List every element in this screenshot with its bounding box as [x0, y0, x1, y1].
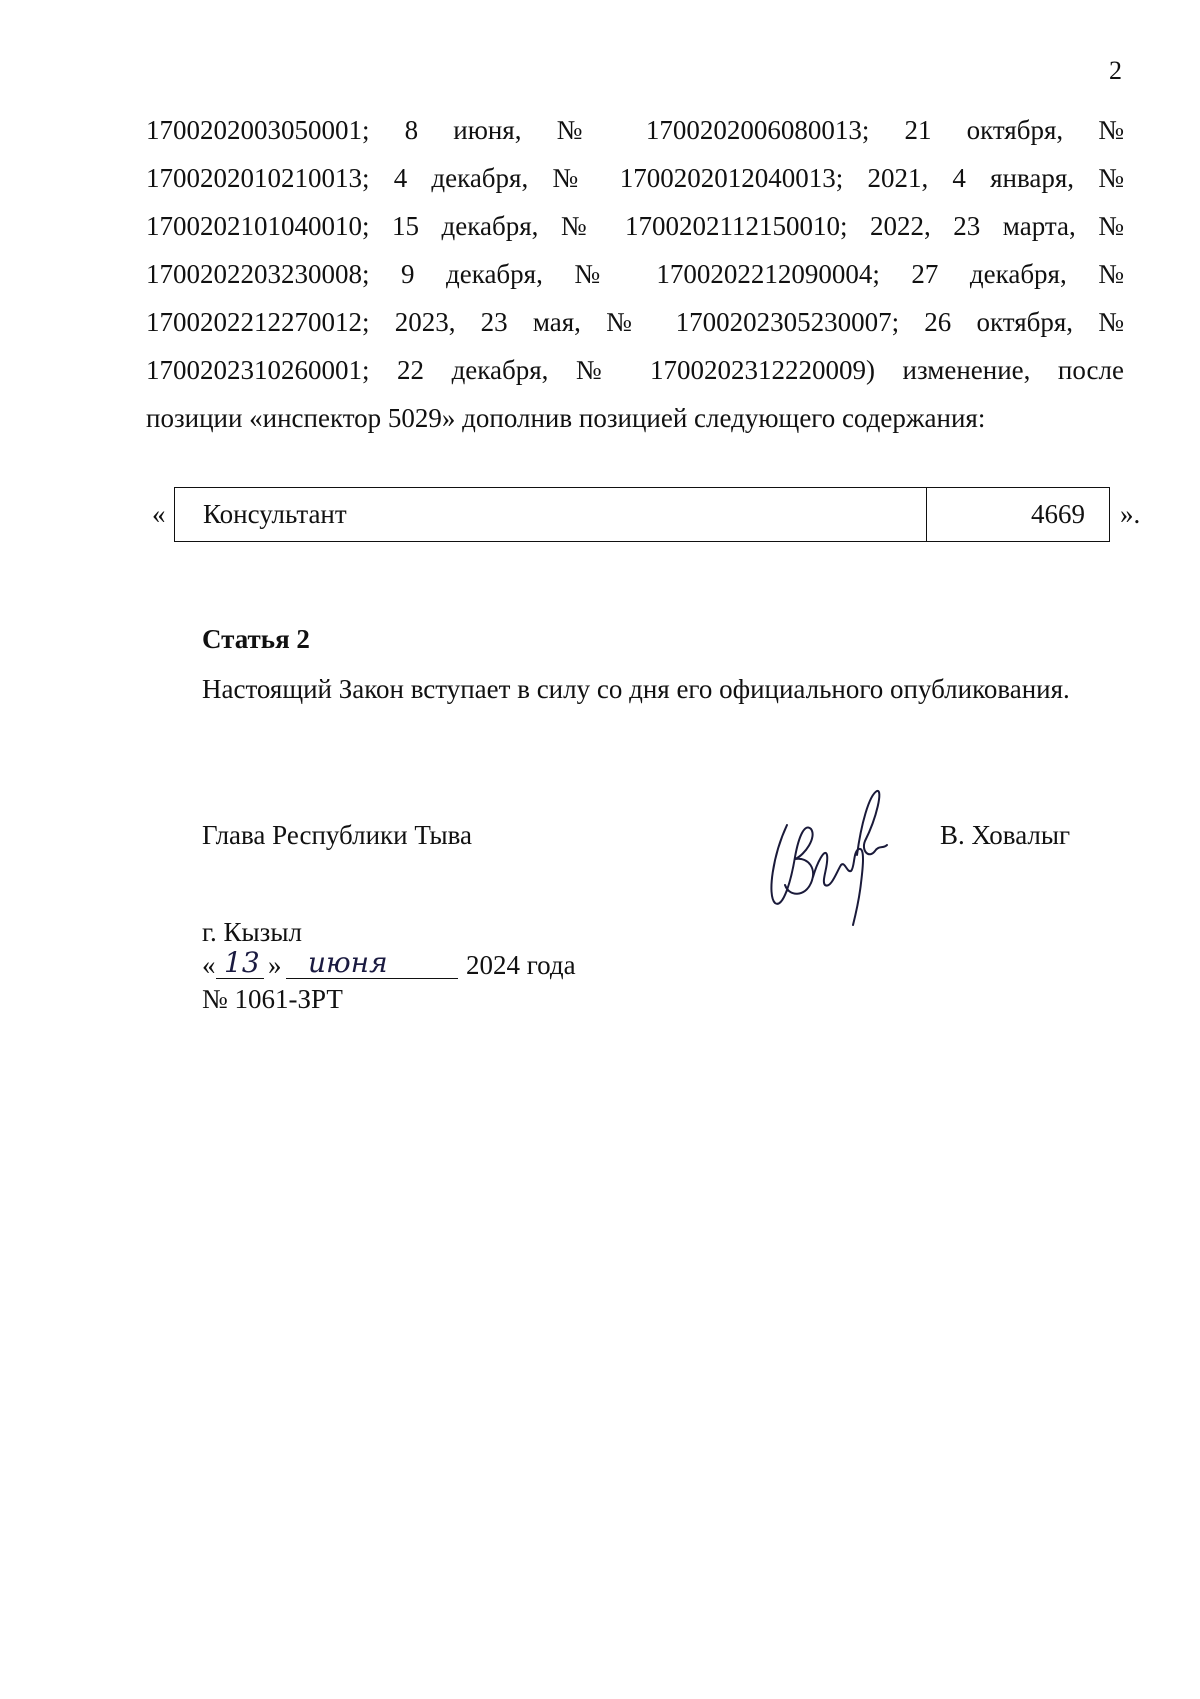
insertion-close-quote: ».	[1120, 499, 1141, 529]
signatory-title: Глава Республики Тыва	[202, 820, 473, 850]
body-line: 1700202203230008; 9 декабря, № 1700202212090004; 27 декабря, №	[146, 259, 1124, 289]
date-day-handwritten	[216, 942, 264, 979]
body-line: 1700202101040010; 15 декабря, № 1700202112150010; 2022, 23 марта, №	[146, 211, 1124, 241]
date-close-quote: »	[268, 950, 282, 980]
body-line: позиции «инспектор 5029» дополнив позицией следующего содержания:	[146, 403, 986, 433]
insertion-table	[174, 487, 1110, 542]
law-number: № 1061-ЗРТ	[202, 984, 343, 1014]
body-line: 1700202003050001; 8 июня, № 1700202006080013; 21 октября, №	[146, 115, 1124, 145]
article-text: Настоящий Закон вступает в силу со дня его официального опубликования.	[202, 674, 1070, 704]
article-heading: Статья 2	[202, 624, 310, 654]
insertion-open-quote: «	[152, 499, 166, 529]
handwritten-signature	[765, 785, 900, 935]
body-line: 1700202310260001; 22 декабря, № 1700202312220009) изменение, после	[146, 355, 1124, 385]
date-open-quote: «	[202, 950, 216, 980]
date-day: 13	[224, 946, 260, 979]
city: г. Кызыл	[202, 917, 302, 947]
body-line: 1700202212270012; 2023, 23 мая, № 1700202305230007; 26 октября, №	[146, 307, 1124, 337]
signatory-name: В. Ховалыг	[940, 820, 1071, 850]
date-year: 2024 года	[466, 950, 576, 980]
signing-date	[202, 946, 662, 986]
insertion-row	[152, 487, 1147, 542]
body-line: 1700202010210013; 4 декабря, № 1700202012040013; 2021, 4 января, №	[146, 163, 1124, 193]
position-code-cell: 4669	[1031, 499, 1085, 529]
page-number: 2	[1109, 56, 1122, 85]
position-name-cell: Консультант	[175, 488, 927, 541]
date-month: июня	[308, 946, 388, 979]
body-paragraph	[146, 106, 1124, 442]
date-month-handwritten	[286, 942, 458, 979]
